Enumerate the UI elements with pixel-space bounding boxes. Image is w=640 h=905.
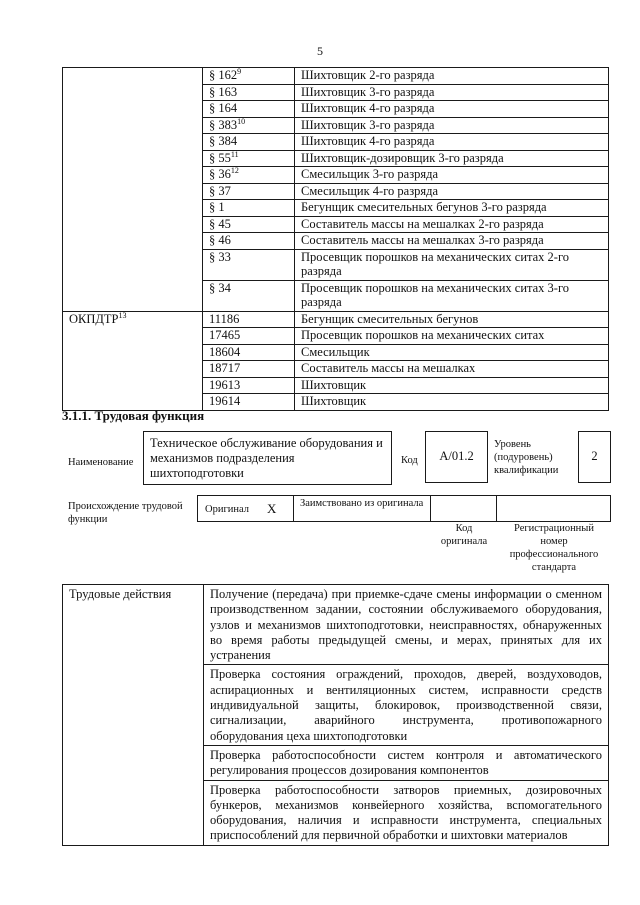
duty-item: Проверка состояния ограждений, проходов, дверей, воздуховодов, аспирационных и вентиляционных систем, исправности средств индивидуальной защиты, блокировок, производственной связи, сигнализации, аварийного инструмента, противопожарного оборудования цеха шихтоподготовки xyxy=(204,665,609,745)
code-text: § 1 xyxy=(209,200,225,214)
footnote-mark: 13 xyxy=(118,310,127,320)
title-cell: Шихтовщик 3-го разряда xyxy=(295,117,609,134)
title-cell: Шихтовщик-дозировщик 3-го разряда xyxy=(295,150,609,167)
code-text: § 163 xyxy=(209,84,238,99)
codes-table-row xyxy=(63,68,609,85)
code-cell xyxy=(203,183,295,200)
okpdtr-label-cell xyxy=(63,311,203,410)
title-cell: Смесильщик 4-го разряда xyxy=(295,183,609,200)
okpdtr-code-cell: 11186 xyxy=(203,311,295,328)
origin-divider-1 xyxy=(293,495,294,521)
okpdtr-title-cell: Шихтовщик xyxy=(295,377,609,394)
okpdtr-code-cell: 19614 xyxy=(203,394,295,411)
footnote-mark: 10 xyxy=(237,116,246,126)
codes-table xyxy=(62,67,609,411)
duties-label: Трудовые действия xyxy=(63,585,204,846)
code-label: Код xyxy=(401,455,418,466)
okpdtr-label: ОКПДТР xyxy=(69,311,119,326)
borrowed-label: Заимствовано из оригинала xyxy=(300,498,424,509)
code-cell xyxy=(203,117,295,134)
footnote-mark: 9 xyxy=(237,67,242,76)
code-text: § 37 xyxy=(209,183,231,198)
code-cell xyxy=(203,167,295,184)
title-cell: Шихтовщик 2-го разряда xyxy=(295,68,609,85)
code-text: § 162 xyxy=(209,68,238,82)
code-cell xyxy=(203,150,295,167)
origin-divider-2 xyxy=(430,495,431,521)
title-cell: Шихтовщик 4-го разряда xyxy=(295,134,609,151)
code-cell xyxy=(203,101,295,118)
code-cell xyxy=(203,68,295,85)
footnote-mark: 12 xyxy=(230,166,239,175)
footnote-mark: 11 xyxy=(230,149,239,159)
duty-row xyxy=(63,585,609,665)
group-cell-empty xyxy=(63,68,203,312)
okpdtr-code-cell: 19613 xyxy=(203,377,295,394)
reg-number-caption: Регистрационный номер профессионального стандарта xyxy=(509,523,599,573)
okpdtr-code-cell: 18604 xyxy=(203,344,295,361)
okpdtr-title-cell: Просевщик порошков на механических ситах xyxy=(295,328,609,345)
duty-item: Получение (передача) при приемке-сдаче смены информации о сменном производственном задании, состоянии обслуживаемого оборудования, узлов и механизмов шихтоподготовки, неисправностях, обнаруженных во время работы предыдущей смены, и мерах, принятых для их устранения xyxy=(204,585,609,665)
name-label: Наименование xyxy=(68,457,134,468)
code-text: § 164 xyxy=(209,101,238,115)
code-text: § 46 xyxy=(209,233,231,247)
okpdtr-code-cell: 18717 xyxy=(203,361,295,378)
okpdtr-title-cell: Смесильщик xyxy=(295,344,609,361)
origin-label: Происхождение трудовой функции xyxy=(68,501,183,525)
function-name-box xyxy=(143,431,392,485)
original-mark: X xyxy=(267,501,277,516)
code-cell xyxy=(203,216,295,233)
level-box xyxy=(578,431,611,483)
okpdtr-title-cell: Бегунщик смесительных бегунов xyxy=(295,311,609,328)
code-text: § 383 xyxy=(209,117,238,132)
original-label: Оригинал xyxy=(205,504,249,515)
title-cell: Составитель массы на мешалках 3-го разряда xyxy=(295,233,609,250)
function-code-box xyxy=(425,431,488,483)
code-text: § 33 xyxy=(209,249,231,264)
okpdtr-row xyxy=(63,311,609,328)
codes-table-body xyxy=(63,68,609,411)
function-name-value: Техническое обслуживание оборудования и механизмов подразделения шихтоподготовки xyxy=(150,436,383,480)
title-cell: Составитель массы на мешалках 2-го разряда xyxy=(295,216,609,233)
duty-item: Проверка работоспособности затворов приемных, дозировочных бункеров, механизмов конвейерного хозяйства, вспомогательного оборудования, наличия и исправности инструмента, специальных приспособлений для первичной обработки и шихтовки материалов xyxy=(204,780,609,845)
level-label: Уровень (подуровень) квалификации xyxy=(494,439,559,476)
code-cell xyxy=(203,249,295,280)
code-cell xyxy=(203,280,295,311)
section-heading: 3.1.1. Трудовая функция xyxy=(62,408,205,423)
title-cell: Просевщик порошков на механических ситах 3-го разряда xyxy=(295,280,609,311)
code-text: § 55 xyxy=(209,150,231,165)
title-cell: Шихтовщик 4-го разряда xyxy=(295,101,609,118)
code-cell xyxy=(203,200,295,217)
title-cell: Шихтовщик 3-го разряда xyxy=(295,84,609,101)
code-text: § 34 xyxy=(209,280,231,295)
okpdtr-code-cell: 17465 xyxy=(203,328,295,345)
code-text: § 45 xyxy=(209,216,231,231)
code-cell xyxy=(203,233,295,250)
function-code-value: А/01.2 xyxy=(439,449,474,463)
okpdtr-title-cell: Шихтовщик xyxy=(295,394,609,411)
page-number: 5 xyxy=(317,44,323,58)
title-cell: Просевщик порошков на механических ситах 2-го разряда xyxy=(295,249,609,280)
origin-divider-3 xyxy=(496,495,497,521)
code-text: § 384 xyxy=(209,134,238,148)
code-cell xyxy=(203,134,295,151)
okpdtr-title-cell: Составитель массы на мешалках xyxy=(295,361,609,378)
duties-table xyxy=(62,584,609,846)
code-cell xyxy=(203,84,295,101)
title-cell: Бегунщик смесительных бегунов 3-го разряда xyxy=(295,200,609,217)
title-cell: Смесильщик 3-го разряда xyxy=(295,167,609,184)
duty-item: Проверка работоспособности систем контроля и автоматического регулирования процессов дозирования компонентов xyxy=(204,745,609,780)
code-original-caption: Код оригинала xyxy=(440,523,488,547)
code-text: § 36 xyxy=(209,167,231,181)
level-value: 2 xyxy=(591,449,598,463)
duties-table-body xyxy=(63,585,609,846)
